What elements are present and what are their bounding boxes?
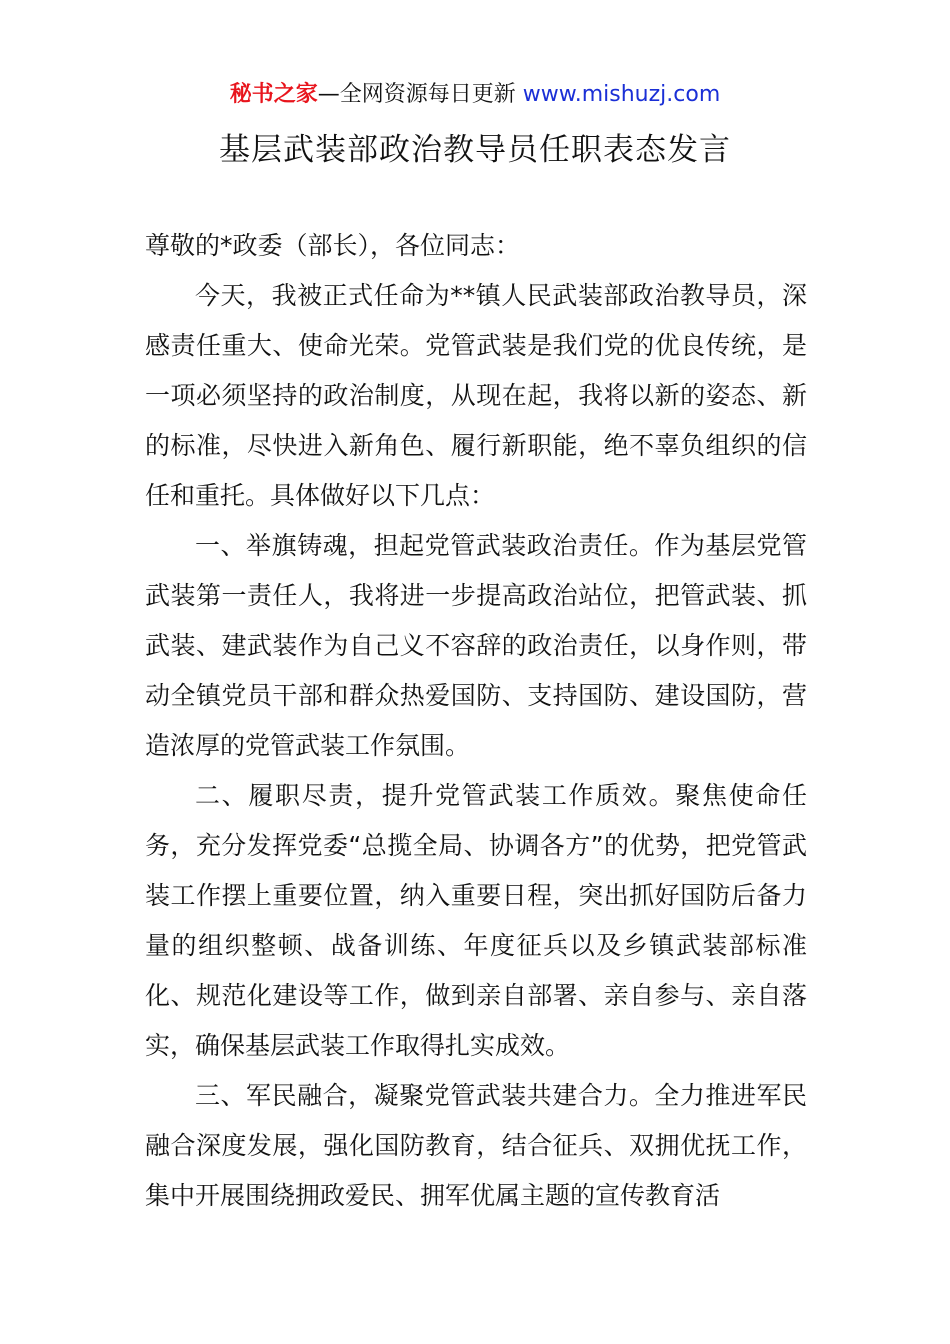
banner-url[interactable]: www.mishuzj.com	[522, 82, 721, 107]
salutation: 尊敬的*政委（部长），各位同志：	[145, 231, 521, 260]
paragraph-point-three: 三、军民融合，凝聚党管武装共建合力。全力推进军民融合深度发展，强化国防教育，结合征兵、双拥优抚工作，集中开展围绕拥政爱民、拥军优属主题的宣传教育活	[145, 1081, 807, 1210]
source-banner	[0, 78, 950, 112]
banner-tagline: —全网资源每日更新	[317, 82, 523, 107]
paragraph-point-two: 二、履职尽责，提升党管武装工作质效。聚焦使命任务，充分发挥党委“总揽全局、协调各方”的优势，把党管武装工作摆上重要位置，纳入重要日程，突出抓好国防后备力量的组织整顿、战备训练、年度征兵以及乡镇武装部标准化、规范化建设等工作，做到亲自部署、亲自参与、亲自落实，确保基层武装工作取得扎实成效。	[145, 781, 807, 1060]
document-title: 基层武装部政治教导员任职表态发言	[219, 132, 731, 168]
paragraph-intro: 今天，我被正式任命为**镇人民武装部政治教导员，深感责任重大、使命光荣。党管武装是我们党的优良传统，是一项必须坚持的政治制度，从现在起，我将以新的姿态、新的标准，尽快进入新角色、履行新职能，绝不辜负组织的信任和重托。具体做好以下几点：	[145, 281, 807, 510]
banner-brand: 秘书之家	[229, 82, 318, 107]
paragraph-point-one: 一、举旗铸魂，担起党管武装政治责任。作为基层党管武装第一责任人，我将进一步提高政治站位，把管武装、抓武装、建武装作为自己义不容辞的政治责任，以身作则，带动全镇党员干部和群众热爱国防、支持国防、建设国防，营造浓厚的党管武装工作氛围。	[145, 531, 807, 760]
document-body	[145, 221, 807, 1221]
